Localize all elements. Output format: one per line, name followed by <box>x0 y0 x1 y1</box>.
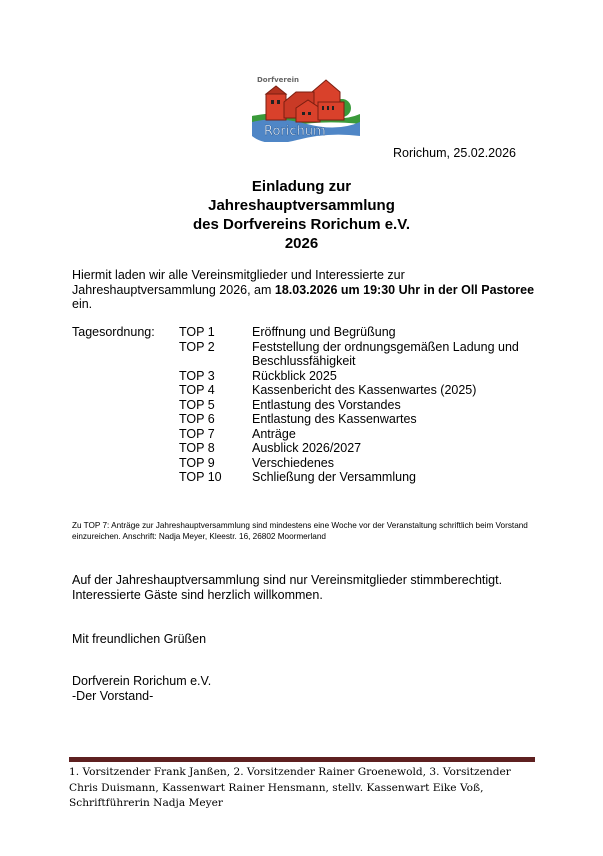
agenda-item-text: Kassenbericht des Kassenwartes (2025) <box>252 383 477 397</box>
agenda-label: Tagesordnung: <box>72 325 155 339</box>
closing-greeting: Mit freundlichen Grüßen <box>72 632 207 646</box>
guests-line: Interessierte Gäste sind herzlich willkommen. <box>72 588 323 602</box>
agenda-item-number: TOP 6 <box>179 412 215 426</box>
agenda-item-text: Schließung der Versammlung <box>252 470 416 484</box>
club-logo <box>252 72 360 142</box>
voting-notice <box>72 573 542 603</box>
voting-line: Auf der Jahreshauptversammlung sind nur Vereinsmitglieder stimmberechtigt. <box>72 573 503 587</box>
logo-graphic <box>252 72 360 142</box>
logo-caption-main: Rorichum <box>264 124 326 139</box>
board-members-footer: 1. Vorsitzender Frank Janßen, 2. Vorsitzender Rainer Groenewold, 3. Vorsitzender Chris Duismann, Kassenwart Rainer Hensmann, stellv. Kassenwart Eike Voß, Schriftführerin Nadja Meyer <box>69 766 511 809</box>
agenda-item-number: TOP 4 <box>179 383 215 397</box>
agenda-item-number: TOP 5 <box>179 397 215 412</box>
sender-organization: Dorfverein Rorichum e.V. <box>72 674 212 688</box>
sender-block <box>72 674 211 704</box>
intro-text: Hiermit laden wir alle Vereinsmitglieder und Interessierte zur Jahreshauptversammlung 2026, am <box>72 268 405 297</box>
invitation-paragraph <box>72 268 542 312</box>
title-line: Jahreshauptversammlung <box>208 197 395 214</box>
agenda-item-number: TOP 8 <box>179 441 215 455</box>
title-line: 2026 <box>284 235 319 252</box>
place-date: Rorichum, 25.02.2026 <box>393 146 516 160</box>
agenda-item-text: Rückblick 2025 <box>252 368 337 383</box>
footer-divider <box>69 757 535 762</box>
meeting-datetime-location: 18.03.2026 um 19:30 Uhr in der Oll Pastoree <box>274 282 535 297</box>
agenda-item-text: Entlastung des Vorstandes <box>252 397 401 412</box>
document-title <box>0 177 603 253</box>
agenda-item-number: TOP 10 <box>179 470 222 484</box>
agenda-item-text: Anträge <box>252 426 296 441</box>
agenda-item-text: Entlastung des Kassenwartes <box>252 412 417 426</box>
title-line: Einladung zur <box>251 178 352 195</box>
logo-caption-top: Dorfverein <box>257 76 300 84</box>
sender-role: -Der Vorstand- <box>72 689 154 703</box>
agenda-item-number: TOP 1 <box>179 325 215 339</box>
agenda-item-number: TOP 7 <box>179 426 215 441</box>
agenda-item-number: TOP 2 <box>179 339 215 354</box>
agenda-item-text: Verschiedenes <box>252 455 335 470</box>
agenda-item-number: TOP 3 <box>179 368 215 383</box>
proposal-note: Zu TOP 7: Anträge zur Jahreshauptversammlung sind mindestens eine Woche vor der Veranstaltung schriftlich beim Vorstand einzureichen. Anschrift: Nadja Meyer, Kleestr. 16, 26802 Moormerland <box>72 521 528 541</box>
agenda-item-text: Ausblick 2026/2027 <box>252 441 362 455</box>
intro-text-end: ein. <box>72 297 93 311</box>
agenda-item-text: Eröffnung und Begrüßung <box>252 325 396 339</box>
title-line: des Dorfvereins Rorichum e.V. <box>192 216 411 233</box>
agenda-item-text: Feststellung der ordnungsgemäßen Ladung und Beschlussfähigkeit <box>252 339 519 368</box>
agenda-item-number: TOP 9 <box>179 455 215 470</box>
